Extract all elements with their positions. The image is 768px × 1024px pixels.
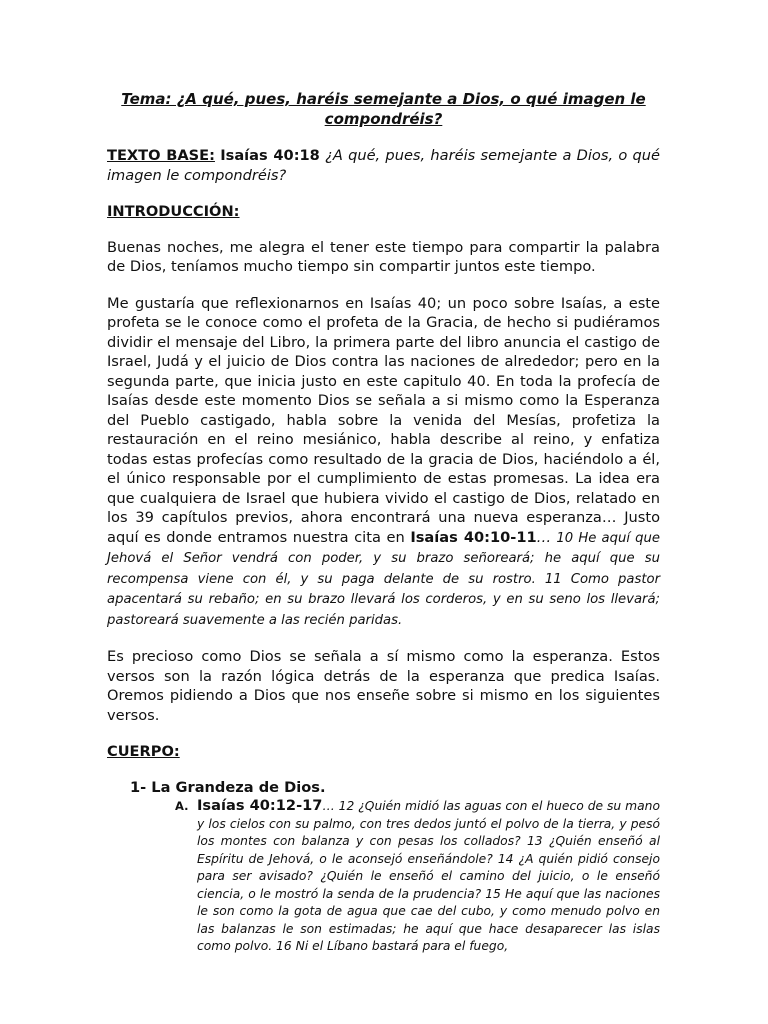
intro-paragraph-1: Buenas noches, me alegra el tener este tiempo para compartir la palabra de Dios, teníamos mucho tiempo sin compartir juntos este tiempo. bbox=[107, 238, 660, 275]
intro-paragraph-2-ellipsis: … bbox=[536, 528, 552, 546]
sub-point-a bbox=[175, 797, 660, 955]
intro-paragraph-2-reference: Isaías 40:10-11 bbox=[410, 528, 537, 546]
point-1-heading: 1- La Grandeza de Dios. bbox=[130, 778, 326, 796]
texto-base-quote: ¿A qué, pues, haréis semejante a Dios, o qué imagen le compondréis? bbox=[107, 147, 660, 184]
texto-base-reference: Isaías 40:18 bbox=[220, 147, 320, 164]
texto-base-paragraph bbox=[107, 146, 660, 185]
sub-point-a-text: 12 ¿Quién midió las aguas con el hueco de su mano y los cielos con su palmo, con tres dedos juntó el polvo de la tierra, y pesó los montes con balanza y con pesas los collados? 13 ¿Quién enseñó al Espíritu de Jehová, o le aconsejó enseñándole? 14 ¿A quién pidió consejo para ser avisado? ¿Quién le enseñó el camino del juicio, o le enseñó ciencia, o le mostró la senda de la prudencia? 15 He aquí que las naciones le son como la gota de agua que cae del cubo, y como menudo polvo en las balanzas le son estimadas; he aquí que hace desaparecer las islas como polvo. 16 Ni el Líbano bastará para el fuego, bbox=[197, 799, 660, 953]
sub-point-a-reference: Isaías 40:12-17 bbox=[197, 797, 323, 814]
document-page bbox=[107, 90, 660, 955]
introduccion-heading: INTRODUCCIÓN: bbox=[107, 203, 240, 220]
cuerpo-heading: CUERPO: bbox=[107, 743, 180, 760]
intro-paragraph-2 bbox=[107, 294, 660, 631]
document-title: Tema: ¿A qué, pues, haréis semejante a Dios, o qué imagen le compondréis? bbox=[121, 90, 646, 128]
texto-base-label: TEXTO BASE: bbox=[107, 147, 215, 164]
intro-paragraph-2-quote: 10 He aquí que Jehová el Señor vendrá con poder, y su brazo señoreará; he aquí que su recompensa viene con él, y su paga delante de su rostro. 11 Como pastor apacentará su rebaño; en su brazo llevará los corderos, y en su seno los llevará; pastoreará suavemente a las recién paridas. bbox=[107, 530, 660, 628]
intro-paragraph-2-text: Me gustaría que reflexionarnos en Isaías 40; un poco sobre Isaías, a este profeta se le conoce como el profeta de la Gracia, de hecho si pudiéramos dividir el mensaje del Libro, la primera parte del libro anuncia el castigo de Israel, Judá y el juicio de Dios contra las naciones de alrededor; pero en la segunda parte, que inicia justo en este capitulo 40. En toda la profecía de Isaías desde este momento Dios se señala a si mismo como la Esperanza del Pueblo castigado, habla sobre la venida del Mesías, profetiza la restauración en el reino mesiánico, habla describe al reino, y enfatiza todas estas profecías como resultado de la gracia de Dios, haciéndolo a él, el único responsable por el cumplimiento de estas promesas. La idea era que cualquiera de Israel que hubiera vivido el castigo de Dios, relatado en los 39 capítulos previos, ahora encontrará una nueva esperanza… Justo aquí es donde entramos nuestra cita en bbox=[107, 294, 660, 546]
intro-paragraph-3: Es precioso como Dios se señala a sí mismo como la esperanza. Estos versos son la razón lógica detrás de la esperanza que predica Isaías. Oremos pidiendo a Dios que nos enseñe sobre si mismo en los siguientes versos. bbox=[107, 648, 660, 724]
sub-point-a-ellipsis: … bbox=[322, 799, 335, 813]
sub-point-a-letter: A. bbox=[175, 799, 189, 813]
